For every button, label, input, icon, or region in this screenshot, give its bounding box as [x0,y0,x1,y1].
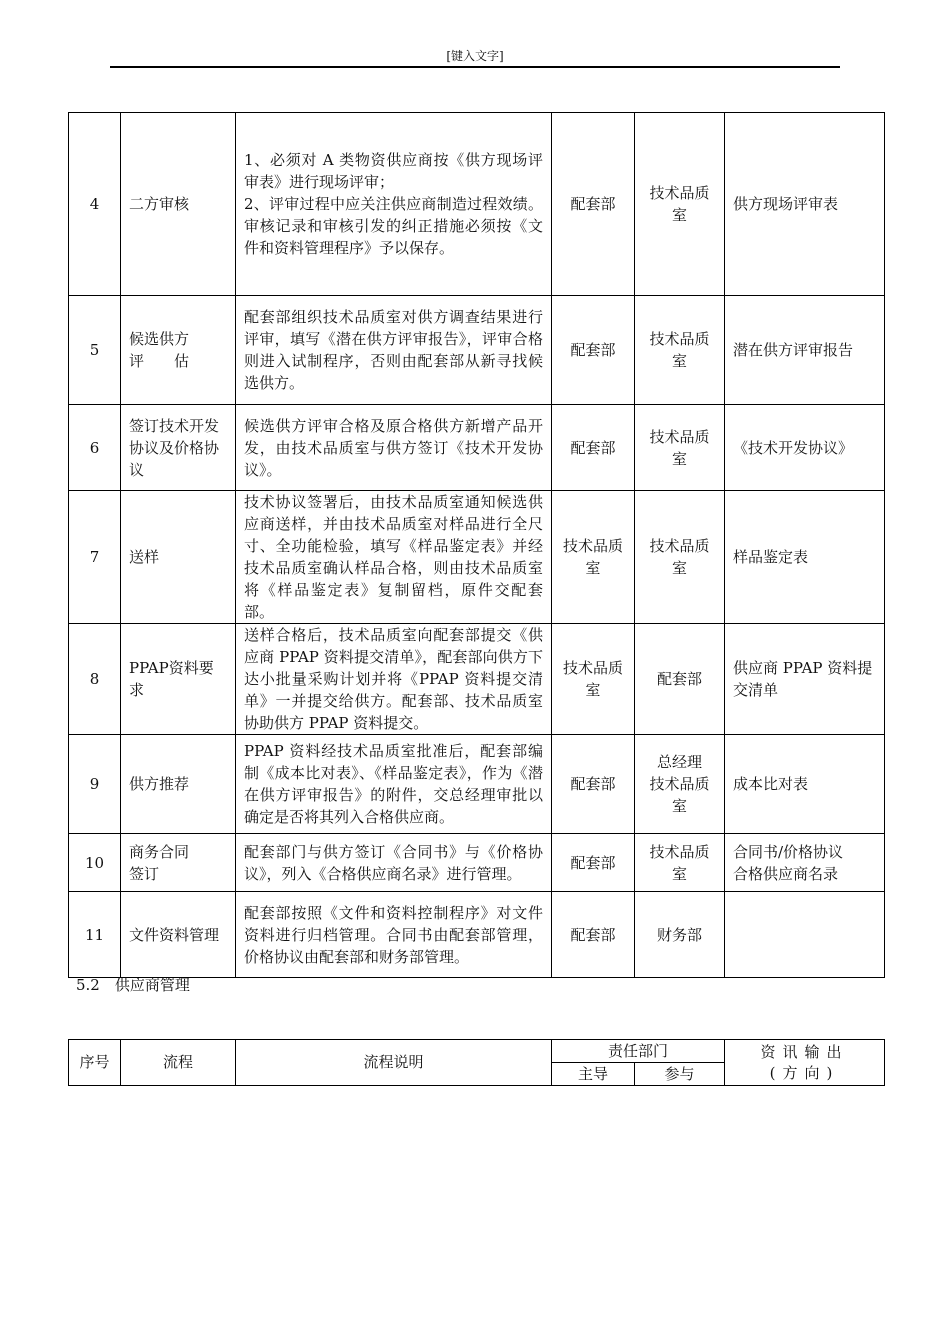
header-output-line1: 资讯输出 [760,1042,849,1061]
row-step: 候选供方 评 估 [121,296,236,405]
row-participating-dept: 总经理 技术品质室 [635,735,725,834]
row-participating-dept: 财务部 [635,892,725,978]
row-output: 潜在供方评审报告 [725,296,885,405]
row-step: PPAP资料要求 [121,624,236,735]
procedure-table [68,112,885,978]
row-number: 8 [69,624,121,735]
row-participating-dept: 技术品质室 [635,296,725,405]
row-lead-dept: 配套部 [552,735,635,834]
procedure-table-body [69,113,885,978]
header-lead: 主导 [552,1063,635,1086]
header-desc: 流程说明 [236,1040,552,1086]
row-number: 4 [69,113,121,296]
row-number: 11 [69,892,121,978]
row-output: 供应商 PPAP 资料提交清单 [725,624,885,735]
table-row [69,735,885,834]
table-row [69,491,885,624]
row-lead-dept: 配套部 [552,296,635,405]
table-row [69,296,885,405]
supplier-management-table-header [68,1039,885,1086]
row-lead-dept: 技术品质室 [552,491,635,624]
header-participate: 参与 [635,1063,725,1086]
row-step: 供方推荐 [121,735,236,834]
row-number: 10 [69,834,121,892]
row-lead-dept: 配套部 [552,405,635,491]
row-output: 样品鉴定表 [725,491,885,624]
row-step: 送样 [121,491,236,624]
table-row [69,113,885,296]
header-rule [110,66,840,68]
row-description: 候选供方评审合格及原合格供方新增产品开发，由技术品质室与供方签订《技术开发协议》。 [236,405,552,491]
row-output [725,892,885,978]
row-participating-dept: 技术品质室 [635,113,725,296]
row-participating-dept: 技术品质室 [635,491,725,624]
row-output: 成本比对表 [725,735,885,834]
row-output: 供方现场评审表 [725,113,885,296]
row-lead-dept: 配套部 [552,834,635,892]
row-step: 商务合同 签订 [121,834,236,892]
row-description: 配套部组织技术品质室对供方调查结果进行评审，填写《潜在供方评审报告》，评审合格则进入试制程序，否则由配套部从新寻找候选供方。 [236,296,552,405]
row-number: 5 [69,296,121,405]
table-row [69,405,885,491]
row-lead-dept: 技术品质室 [552,624,635,735]
header-output-line2: (方向) [769,1063,840,1082]
table-row [69,892,885,978]
row-participating-dept: 配套部 [635,624,725,735]
row-number: 9 [69,735,121,834]
row-number: 6 [69,405,121,491]
row-description: 技术协议签署后，由技术品质室通知候选供应商送样，并由技术品质室对样品进行全尺寸、全功能检验，填写《样品鉴定表》并经技术品质室确认样品合格，则由技术品质室将《样品鉴定表》复制留档，原件交配套部。 [236,491,552,624]
header-no: 序号 [69,1040,121,1086]
section-title: 5.2 供应商管理 [76,976,190,994]
row-description: 送样合格后，技术品质室向配套部提交《供应商 PPAP 资料提交清单》，配套部向供方下达小批量采购计划并将《PPAP 资料提交清单》一并提交给供方。配套部、技术品质室协助供方 PPAP 资料提交。 [236,624,552,735]
table-row [69,834,885,892]
header-step: 流程 [121,1040,236,1086]
row-output: 合同书/价格协议 合格供应商名录 [725,834,885,892]
row-description: PPAP 资料经技术品质室批准后，配套部编制《成本比对表》、《样品鉴定表》，作为《潜在供方评审报告》的附件，交总经理审批以确定是否将其列入合格供应商。 [236,735,552,834]
row-description: 配套部门与供方签订《合同书》与《价格协议》，列入《合格供应商名录》进行管理。 [236,834,552,892]
row-step: 签订技术开发协议及价格协议 [121,405,236,491]
row-description: 1、必须对 A 类物资供应商按《供方现场评审表》进行现场评审； 2、评审过程中应关注供应商制造过程效绩。审核记录和审核引发的纠正措施必须按《文件和资料管理程序》予以保存。 [236,113,552,296]
row-lead-dept: 配套部 [552,892,635,978]
row-step: 文件资料管理 [121,892,236,978]
header-output [725,1040,885,1086]
row-description: 配套部按照《文件和资料控制程序》对文件资料进行归档管理。合同书由配套部管理，价格协议由配套部和财务部管理。 [236,892,552,978]
row-number: 7 [69,491,121,624]
row-output: 《技术开发协议》 [725,405,885,491]
table-row [69,624,885,735]
header-dept: 责任部门 [552,1040,725,1063]
page-header: [键入文字] [446,49,504,63]
row-participating-dept: 技术品质室 [635,834,725,892]
row-participating-dept: 技术品质室 [635,405,725,491]
row-lead-dept: 配套部 [552,113,635,296]
row-step: 二方审核 [121,113,236,296]
